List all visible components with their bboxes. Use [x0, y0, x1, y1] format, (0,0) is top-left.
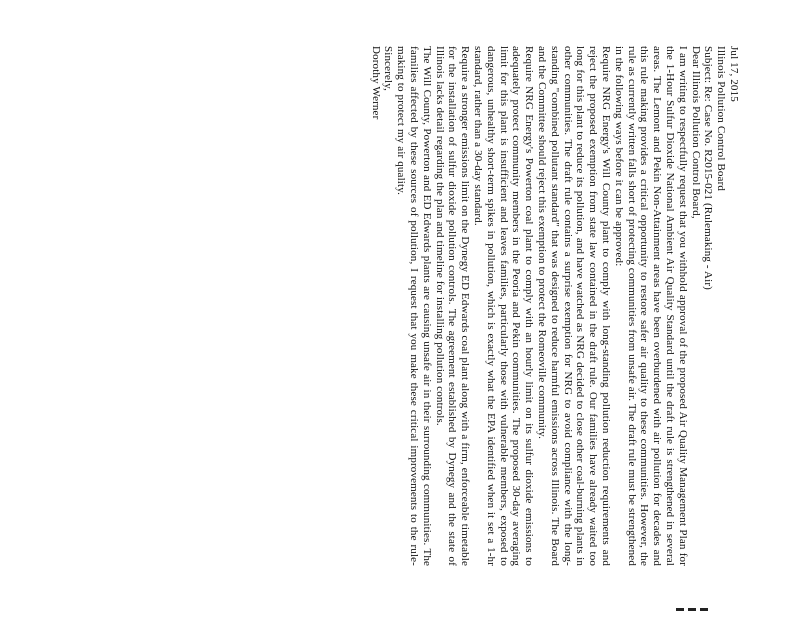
scan-artifact-dash: [676, 608, 684, 611]
letter-salutation: Dear Illinois Pollution Control Board,: [689, 46, 702, 219]
letter-paragraph-will-county: Require NRG Energy's Will County plant to comply with long-standing pollution reduction requirements and reject the proposed exemption from state law contained in the draft rule. Our families have already waited too long for this plant to reduce its pollution, and have watched as NRG decided to close other coal-burning plants in other communities. The draft rule contains a surprise exemption for NRG to avoid compliance with the long-standing "combined pollutant standard" that was designed to reduce harmful emissions across Illinois. The Board and the Committee should reject this exemption to protect the Romeoville community.: [536, 46, 613, 566]
letter-paragraph-powerton: Require NRG Energy's Powerton coal plant to comply with an hourly limit on its sulfur dioxide emissions to adequately protect community members in the Peoria and Pekin communities. The proposed 30-day averaging limit for this plant is insufficient and leaves families, particularly those with vulnerable members, exposed to dangerous, unhealthy short-term spikes in pollution, which is exactly what the EPA identified when it set a 1-hr standard, rather than a 30-day standard.: [472, 46, 536, 566]
scan-artifact-dash: [700, 608, 708, 611]
letter-paragraph-conclusion: The Will County, Powerton and ED Edwards plants are causing unsafe air in their surrounding communities. The families affected by these sources of pollution, I request that you make these critical improvements to the rule-making to protect my air quality.: [395, 46, 433, 566]
letter-subject: Subject: Re: Case No. R2015-021 (Rulemaking - Air): [702, 46, 715, 290]
scan-artifact-dash: [688, 608, 696, 611]
letter-signature: Dorothy Werner: [369, 46, 382, 120]
scan-artifact-mark: [676, 608, 726, 612]
letter-recipient: Illinois Pollution Control Board: [715, 46, 728, 192]
letter-paragraph-ed-edwards: Require a stronger emissions limit on the Dynegy ED Edwards coal plant along with a firm, enforceable timetable for the installation of sulfur dioxide pollution controls. The agreement established by Dynegy and the state of Illinois lacks detail regarding the plan and timeline for installing pollution controls.: [433, 46, 472, 566]
letter-paragraph-intro: I am writing to respectfully request that you withhold approval of the proposed Air Quality Management Plan for the 1-Hour Sulfur Dioxide National Ambient Air Quality Standard until the draft rule is strengthened in several areas. The Lemont and Pekin Non-Attainment areas have been overburdened with air pollution for decades and this rule making provides a critical opportunity to restore safer air quality to these communities. However, the rule as currently written falls short of protecting communities from unsafe air. The draft rule must be strengthened in the following ways before it can be approved:: [612, 46, 689, 566]
letter-page: [28, 38, 748, 578]
letter-closing: Sincerely,: [382, 46, 395, 92]
letter-date: Jul 17, 2015: [728, 46, 740, 102]
